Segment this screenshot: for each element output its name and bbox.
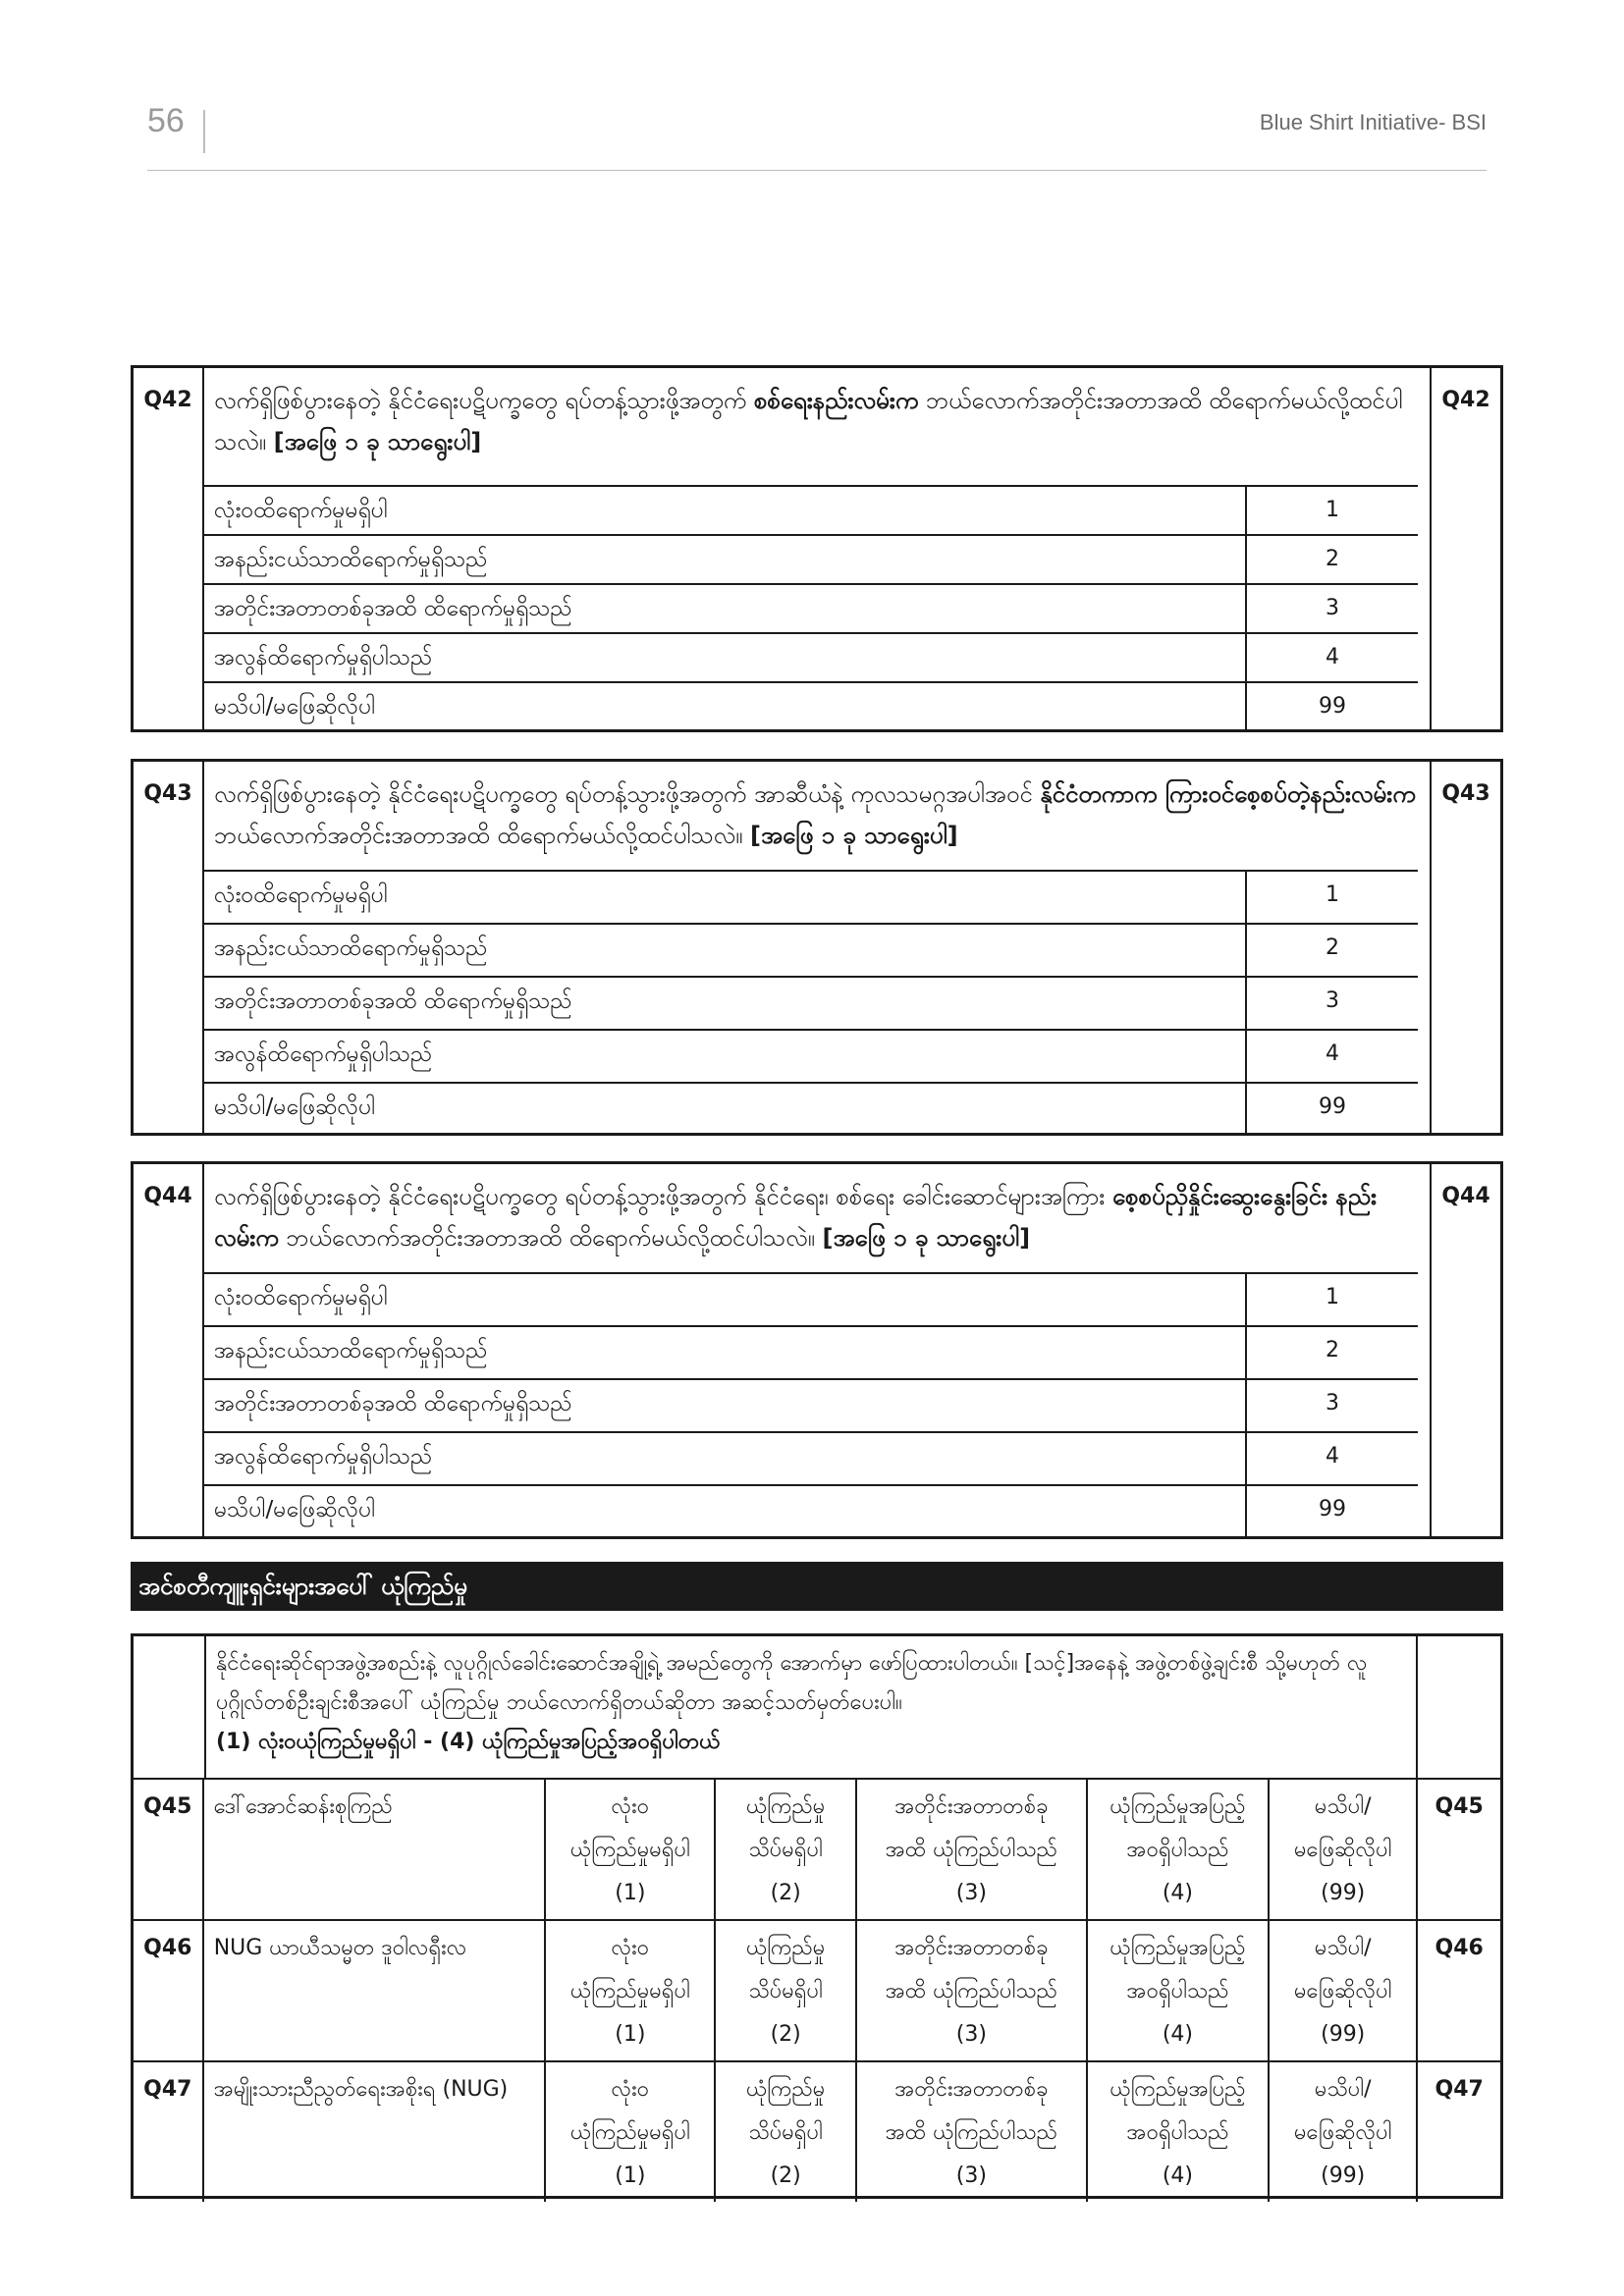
option-row	[204, 976, 1418, 1029]
scale-option	[857, 2062, 1088, 2202]
scale-option-line: အတိုင်းအတာတစ်ခု	[894, 2077, 1049, 2102]
option-row	[204, 534, 1418, 583]
option-row	[204, 1325, 1418, 1378]
scale-option	[1088, 2062, 1270, 2202]
scale-option-line: အတိုင်းအတာတစ်ခု	[894, 1936, 1049, 1960]
scale-option-line: လုံးဝ	[611, 1936, 650, 1960]
question-id-left: Q44	[134, 1164, 204, 1536]
scale-option-line: မသိပါ/	[1314, 1794, 1372, 1819]
scale-option-line: ယုံကြည်မှုမရှိပါ	[569, 1979, 690, 2003]
question-id-left: Q47	[134, 2062, 204, 2202]
question-text-part: လက်ရှိဖြစ်ပွားနေတဲ့ နိုင်ငံရေးပဋိပက္ခတွေ ရပ်တန့်သွားဖို့အတွက် အာဆီယံနဲ့ ကုလသမဂ္ဂအပါအဝင်	[214, 780, 1041, 808]
option-row	[204, 583, 1418, 632]
scale-option-line: သိပ်မရှိပါ	[748, 1838, 823, 1862]
option-row	[204, 681, 1418, 730]
answer-instruction: [အဖြေ ၁ ခု သာရွေးပါ]	[273, 428, 482, 455]
scale-option-line: မဖြေဆိုလိုပါ	[1293, 1838, 1392, 1862]
scale-option-code: (4)	[1162, 2022, 1194, 2047]
scale-option-code: (99)	[1321, 1881, 1366, 1905]
option-label: အလွန်ထိရောက်မှုရှိပါသည်	[204, 1031, 1247, 1082]
scale-option-line: ယုံကြည်မှုအပြည့်	[1110, 1794, 1246, 1819]
scale-option	[1270, 2062, 1418, 2202]
option-row	[204, 1378, 1418, 1431]
option-row	[204, 923, 1418, 976]
scale-option-line: ယုံကြည်မှုမရှိပါ	[569, 1838, 690, 1862]
scale-option-line: ယုံကြည်မှု	[745, 1936, 826, 1960]
option-row	[204, 1484, 1418, 1537]
question-id-right: Q42	[1430, 368, 1500, 729]
trust-table	[131, 1633, 1503, 2199]
option-row	[204, 1029, 1418, 1082]
option-label: အတိုင်းအတာတစ်ခုအထိ ထိရောက်မှုရှိသည်	[204, 1380, 1247, 1431]
question-text-part: ဘယ်လောက်အတိုင်းအတာအထိ ထိရောက်မယ်လို့ထင်ပါသလဲ။	[278, 1224, 823, 1252]
trust-intro	[204, 1636, 1418, 1778]
scale-option-line: ယုံကြည်မှုအပြည့်	[1110, 2077, 1246, 2102]
option-code: 2	[1326, 935, 1339, 960]
scale-option-line: အထိ ယုံကြည်ပါသည်	[885, 1979, 1057, 2003]
institution-name: ဒေါ်အောင်ဆန်းစုကြည်	[204, 1780, 547, 1919]
scale-option-line: အဝရှိပါသည်	[1126, 1838, 1229, 1862]
option-code: 4	[1326, 645, 1339, 669]
option-row	[204, 1082, 1418, 1135]
scale-option-code: (4)	[1162, 2163, 1194, 2188]
scale-option-code: (99)	[1321, 2022, 1366, 2047]
section-title-bar: အင်စတီကျူးရှင်းများအပေါ် ယုံကြည်မှု	[131, 1562, 1503, 1611]
question-id-right: Q44	[1430, 1164, 1500, 1536]
option-code: 3	[1326, 596, 1339, 620]
option-label: အတိုင်းအတာတစ်ခုအထိ ထိရောက်မှုရှိသည်	[204, 978, 1247, 1029]
scale-option	[1088, 1780, 1270, 1919]
option-label: အလွန်ထိရောက်မှုရှိပါသည်	[204, 634, 1247, 681]
scale-option	[1270, 1780, 1418, 1919]
option-label: မသိပါ/မဖြေဆိုလိုပါ	[204, 683, 1247, 730]
scale-option-code: (2)	[770, 1881, 801, 1905]
answer-instruction: [အဖြေ ၁ ခု သာရွေးပါ]	[822, 1224, 1031, 1252]
answer-options	[204, 485, 1418, 730]
option-row	[204, 632, 1418, 681]
option-label: မသိပါ/မဖြေဆိုလိုပါ	[204, 1084, 1247, 1135]
option-code: 3	[1326, 1391, 1339, 1415]
header-rule	[147, 170, 1487, 171]
answer-options	[204, 870, 1418, 1135]
option-code: 3	[1326, 988, 1339, 1013]
scale-option-code: (3)	[955, 2022, 987, 2047]
option-code: 1	[1326, 882, 1339, 907]
question-block-q43	[131, 759, 1503, 1136]
scale-option-line: ယုံကြည်မှု	[745, 2077, 826, 2102]
header-separator	[203, 110, 205, 153]
scale-option-code: (4)	[1162, 1881, 1194, 1905]
scale-option-line: မသိပါ/	[1314, 2077, 1372, 2102]
question-text-part: လက်ရှိဖြစ်ပွားနေတဲ့ နိုင်ငံရေးပဋိပက္ခတွေ ရပ်တန့်သွားဖို့အတွက် နိုင်ငံရေး၊ စစ်ရေး ခေါင်းဆောင်များအကြား	[214, 1183, 1112, 1210]
scale-option	[716, 2062, 856, 2202]
scale-option-line: ယုံကြည်မှုအပြည့်	[1110, 1936, 1246, 1960]
question-id-right: Q46	[1435, 1936, 1484, 1960]
question-block-q42	[131, 365, 1503, 732]
option-code: 4	[1326, 1444, 1339, 1468]
question-id-left: Q43	[134, 762, 204, 1133]
question-text	[214, 380, 1418, 462]
scale-option	[546, 1921, 716, 2060]
scale-option-line: အထိ ယုံကြည်ပါသည်	[885, 1838, 1057, 1862]
option-code: 99	[1319, 1095, 1346, 1119]
question-text	[214, 774, 1418, 856]
scale-option-code: (2)	[770, 2163, 801, 2188]
question-id-left: Q45	[134, 1780, 204, 1919]
option-code: 2	[1326, 547, 1339, 571]
scale-option-line: အထိ ယုံကြည်ပါသည်	[885, 2120, 1057, 2145]
answer-options	[204, 1272, 1418, 1537]
scale-option-line: မဖြေဆိုလိုပါ	[1293, 1979, 1392, 2003]
question-text-emphasis: စစ်ရေးနည်းလမ်းက	[753, 387, 919, 414]
scale-option	[857, 1780, 1088, 1919]
scale-option-line: မသိပါ/	[1314, 1936, 1372, 1960]
question-id-right: Q47	[1435, 2077, 1484, 2102]
question-id-right: Q45	[1435, 1794, 1484, 1819]
trust-row-q45	[134, 1778, 1500, 1919]
option-label: လုံးဝထိရောက်မှုမရှိပါ	[204, 487, 1247, 534]
scale-option-code: (3)	[955, 1881, 987, 1905]
scale-option-line: အဝရှိပါသည်	[1126, 2120, 1229, 2145]
scale-option-line: မဖြေဆိုလိုပါ	[1293, 2120, 1392, 2145]
option-code: 99	[1319, 694, 1346, 719]
option-code: 4	[1326, 1041, 1339, 1066]
option-code: 1	[1326, 1285, 1339, 1309]
option-code: 2	[1326, 1338, 1339, 1362]
scale-option-line: ယုံကြည်မှုမရှိပါ	[569, 2120, 690, 2145]
question-text-part: ဘယ်လောက်အတိုင်းအတာအထိ ထိရောက်မယ်လို့ထင်ပါသလဲ။	[214, 387, 1403, 455]
scale-option-line: အတိုင်းအတာတစ်ခု	[894, 1794, 1049, 1819]
trust-scale: (1) လုံးဝယုံကြည်မှုမရှိပါ - (4) ယုံကြည်မှုအပြည့်အဝရှိပါတယ်	[216, 1730, 721, 1754]
scale-option	[716, 1780, 856, 1919]
question-text	[214, 1176, 1418, 1258]
question-text-emphasis: စေ့စပ်ညှိနှိုင်းဆွေးနွေးခြင်း နည်းလမ်းက	[214, 1183, 1378, 1252]
option-label: လုံးဝထိရောက်မှုမရှိပါ	[204, 1274, 1247, 1325]
institution-name: NUG ယာယီသမ္မတ ဒူဝါလရှီးလ	[204, 1921, 547, 2060]
scale-option-line: လုံးဝ	[611, 1794, 650, 1819]
scale-option-code: (3)	[955, 2163, 987, 2188]
option-code: 99	[1319, 1497, 1346, 1522]
scale-option-line: အဝရှိပါသည်	[1126, 1979, 1229, 2003]
option-row	[204, 1272, 1418, 1325]
option-label: အလွန်ထိရောက်မှုရှိပါသည်	[204, 1433, 1247, 1484]
question-block-q44	[131, 1161, 1503, 1539]
scale-option-line: သိပ်မရှိပါ	[748, 1979, 823, 2003]
page-number: 56	[147, 102, 185, 139]
page-header	[0, 0, 1624, 177]
scale-option-line: သိပ်မရှိပါ	[748, 2120, 823, 2145]
option-label: အနည်းငယ်သာထိရောက်မှုရှိသည်	[204, 536, 1247, 583]
scale-option	[716, 1921, 856, 2060]
answer-instruction: [အဖြေ ၁ ခု သာရွေးပါ]	[750, 822, 958, 849]
scale-option	[857, 1921, 1088, 2060]
institution-name: အမျိုးသားညီညွတ်ရေးအစိုးရ (NUG)	[204, 2062, 547, 2202]
scale-option-code: (2)	[770, 2022, 801, 2047]
scale-option-code: (1)	[615, 2163, 646, 2188]
scale-option-code: (1)	[615, 1881, 646, 1905]
trust-row-q47	[134, 2060, 1500, 2202]
scale-option	[1088, 1921, 1270, 2060]
option-row	[204, 870, 1418, 923]
trust-grid	[134, 1778, 1500, 2202]
scale-option-code: (1)	[615, 2022, 646, 2047]
trust-intro-text: နိုင်ငံရေးဆိုင်ရာအဖွဲ့အစည်းနဲ့ လူပုဂ္ဂိုလ်ခေါင်းဆောင်အချို့ရဲ့ အမည်တွေကို အောက်မှာ ဖော်ပြထားပါတယ်။ [သင့်]အနေနဲ့ အဖွဲ့တစ်ဖွဲ့ချင်းစီ သို့မဟုတ် လူပုဂ္ဂိုလ်တစ်ဦးချင်းစီအပေါ် ယုံကြည်မှု ဘယ်လောက်ရှိတယ်ဆိုတာ အဆင့်သတ်မှတ်ပေးပါ။	[216, 1651, 1368, 1715]
scale-option-line: ယုံကြည်မှု	[745, 1794, 826, 1819]
scale-option-line: လုံးဝ	[611, 2077, 650, 2102]
question-id-left: Q42	[134, 368, 204, 729]
question-text-part: ဘယ်လောက်အတိုင်းအတာအထိ ထိရောက်မယ်လို့ထင်ပါသလဲ။	[214, 822, 751, 849]
option-row	[204, 485, 1418, 534]
scale-option-code: (99)	[1321, 2163, 1366, 2188]
brand-name: Blue Shirt Initiative- BSI	[1259, 110, 1487, 134]
scale-option	[546, 2062, 716, 2202]
option-label: အနည်းငယ်သာထိရောက်မှုရှိသည်	[204, 1327, 1247, 1378]
option-label: အတိုင်းအတာတစ်ခုအထိ ထိရောက်မှုရှိသည်	[204, 585, 1247, 632]
question-id-left: Q46	[134, 1921, 204, 2060]
option-label: လုံးဝထိရောက်မှုမရှိပါ	[204, 872, 1247, 923]
question-text-emphasis: နိုင်ငံတကာက ကြားဝင်စေ့စပ်တဲ့နည်းလမ်းက	[1040, 780, 1416, 808]
question-text-part: လက်ရှိဖြစ်ပွားနေတဲ့ နိုင်ငံရေးပဋိပက္ခတွေ ရပ်တန့်သွားဖို့အတွက်	[214, 387, 754, 414]
scale-option	[546, 1780, 716, 1919]
option-label: အနည်းငယ်သာထိရောက်မှုရှိသည်	[204, 925, 1247, 976]
trust-row-q46	[134, 1919, 1500, 2060]
option-row	[204, 1431, 1418, 1484]
question-id-right: Q43	[1430, 762, 1500, 1133]
option-label: မသိပါ/မဖြေဆိုလိုပါ	[204, 1486, 1247, 1537]
scale-option	[1270, 1921, 1418, 2060]
option-code: 1	[1326, 498, 1339, 522]
